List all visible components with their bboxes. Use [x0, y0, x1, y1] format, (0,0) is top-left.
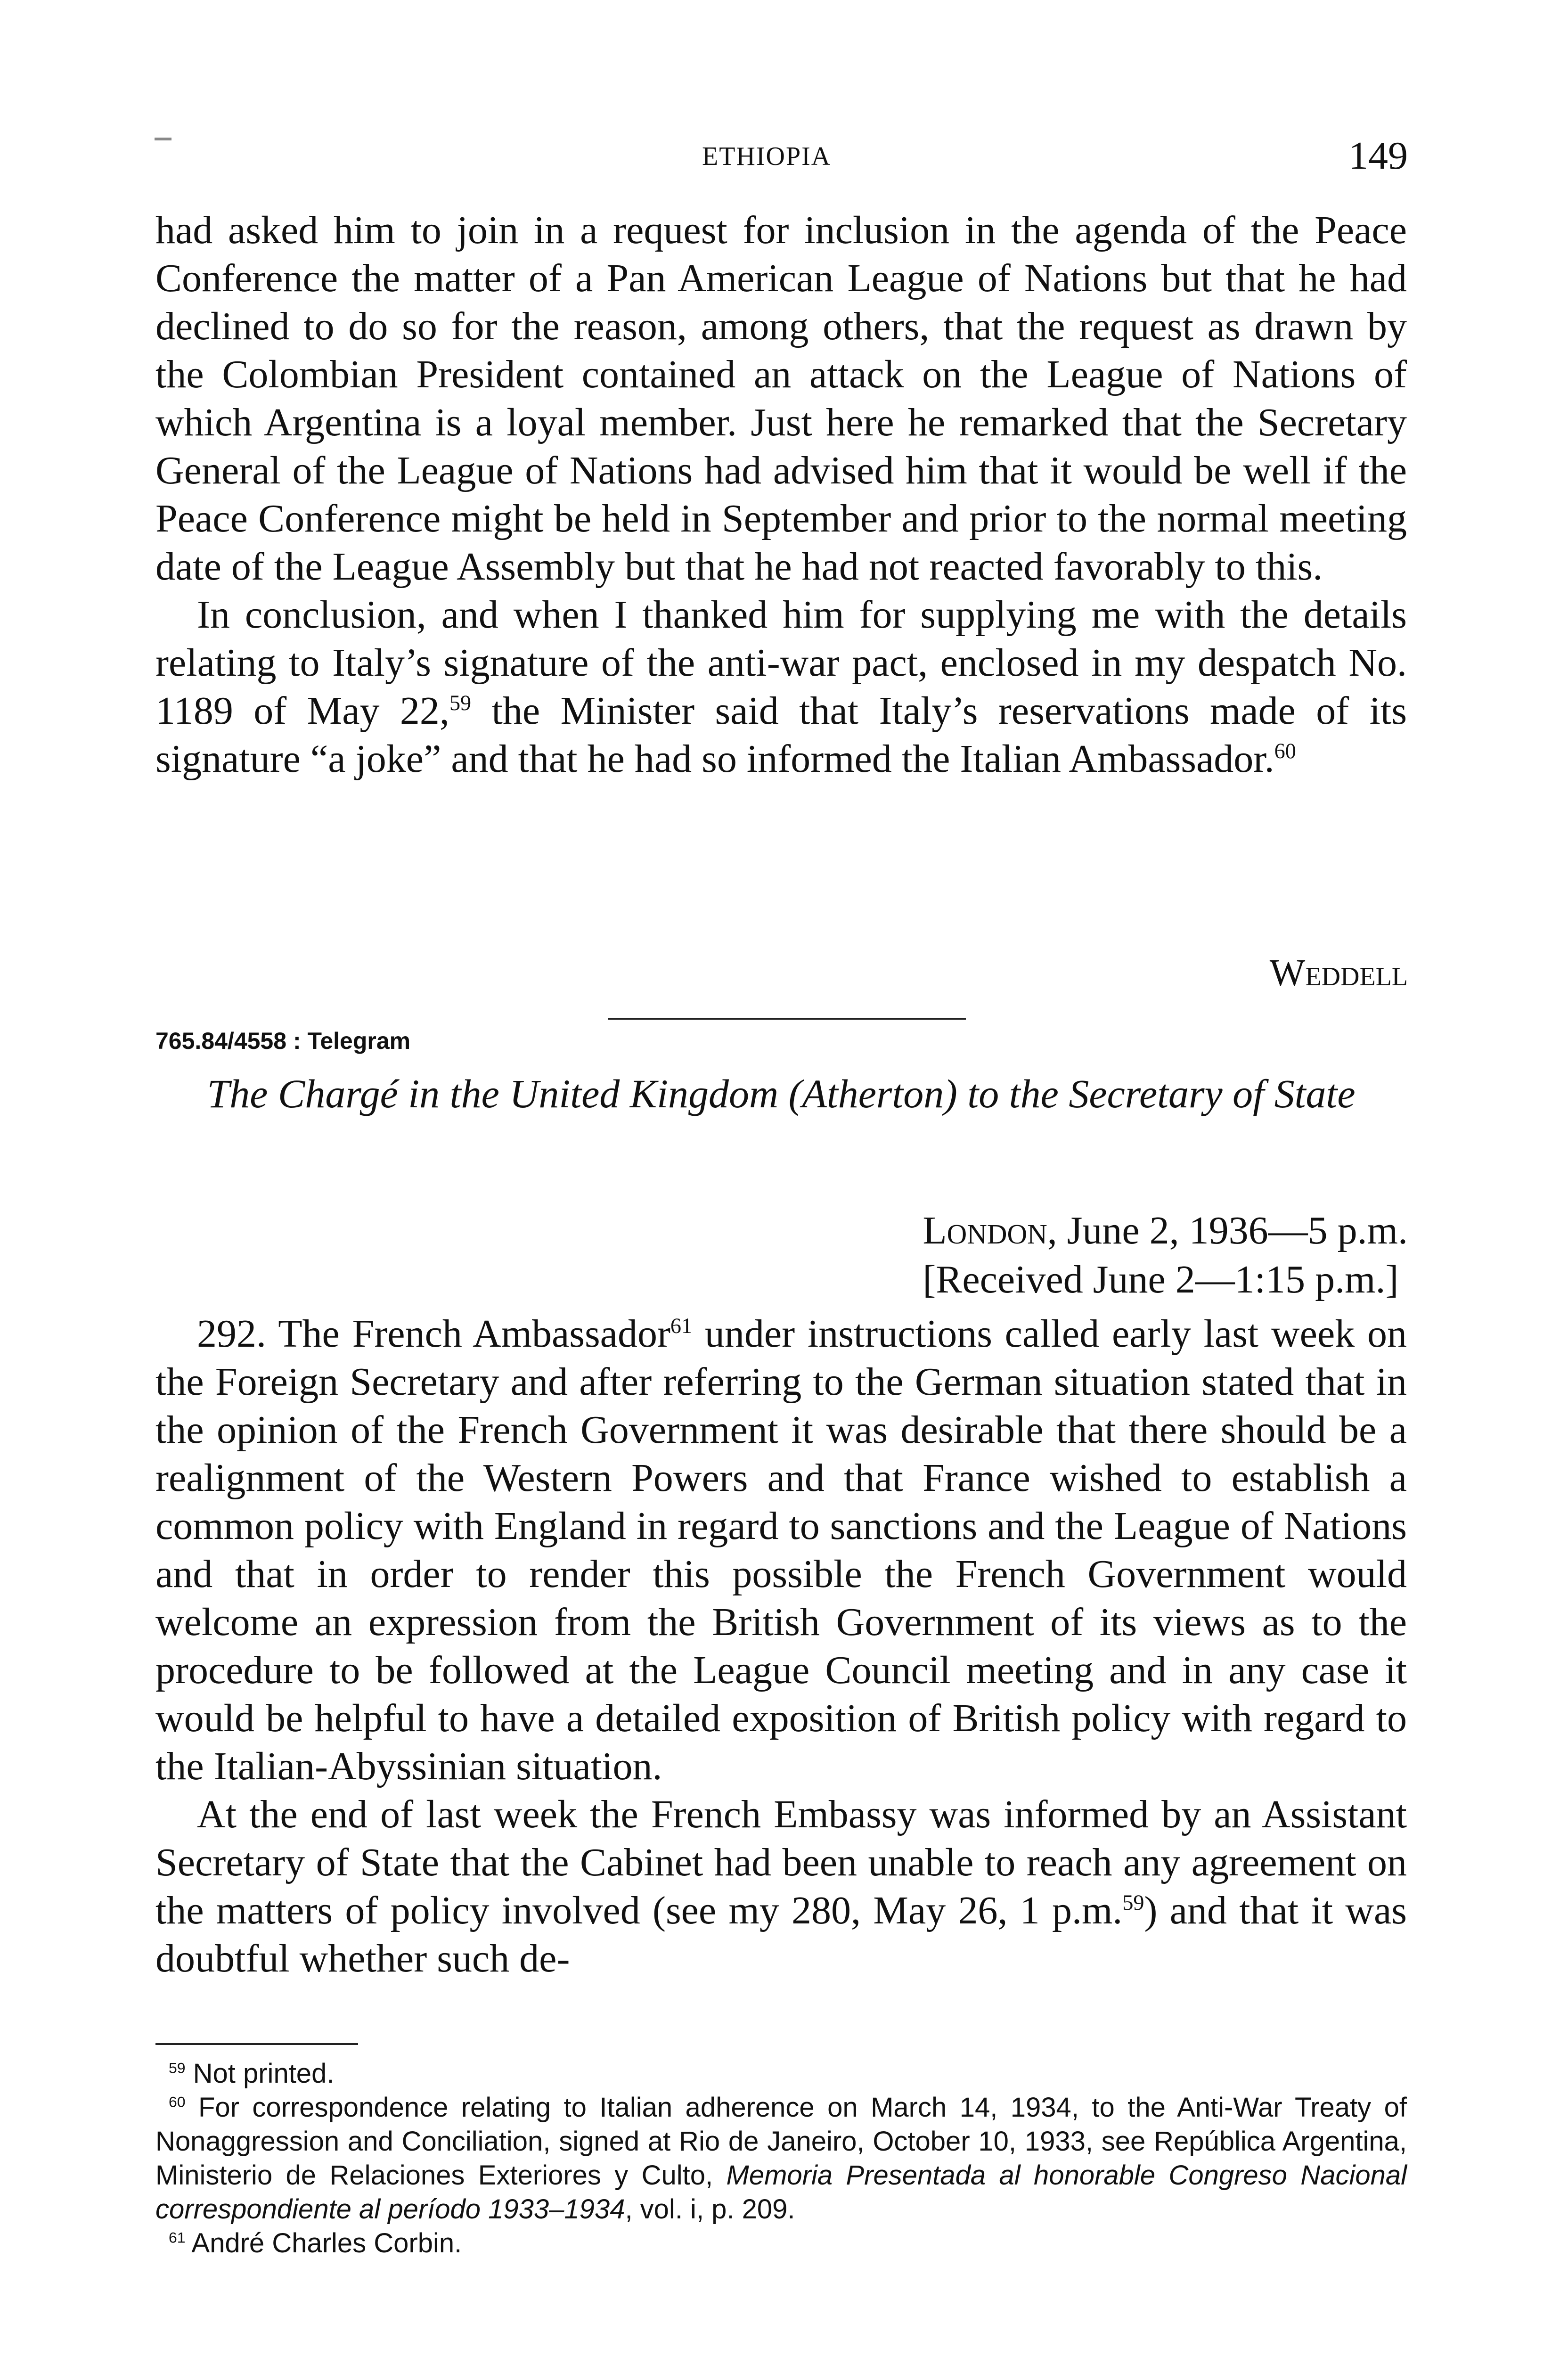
paragraph-4: [155, 1791, 1407, 1983]
footnote-59-number: 59: [169, 2059, 186, 2077]
footnotes: [155, 2057, 1407, 2260]
paragraph-4-text-b: ) and that it was doubtful whether such de-: [155, 1889, 1407, 1980]
body-text-bottom: [155, 1310, 1407, 1983]
dateline-sent: [923, 1206, 1408, 1255]
footnote-ref-60[interactable]: 60: [1274, 739, 1296, 763]
footnote-59-text: Not printed.: [193, 2058, 335, 2089]
footnote-60: [155, 2091, 1407, 2226]
running-head: ETHIOPIA: [702, 142, 832, 171]
footnote-61: [155, 2226, 1407, 2260]
footnote-60-text-b: , vol. i, p. 209.: [625, 2194, 795, 2225]
paragraph-4-text-a: At the end of last week the French Embassy was informed by an Assistant Secretary of State that the Cabinet had been unable to reach any agreement on the matters of policy involved (see my 280, May 26, 1 p.m.: [155, 1792, 1407, 1932]
footnote-rule: [155, 2043, 358, 2045]
footnote-61-text: André Charles Corbin.: [191, 2228, 462, 2258]
footnote-61-number: 61: [169, 2229, 186, 2246]
dateline-place: London: [923, 1209, 1047, 1252]
signature: Weddell: [1269, 952, 1408, 994]
footnote-59: [155, 2057, 1407, 2091]
body-text-top: [155, 206, 1407, 783]
footnote-60-number: 60: [169, 2093, 186, 2111]
footnote-ref-59b[interactable]: 59: [1122, 1890, 1144, 1914]
footnote-60-text-a: For correspondence relating to Italian adherence on March 14, 1934, to the Anti-War Treaty of Nonaggression and Conciliation, signed at Rio de Janeiro, October 10, 1933, see República Argentina, Ministerio de Relaciones Exteriores y Culto,: [155, 2092, 1407, 2191]
paragraph-3-text-b: under instructions called early last week on the Foreign Secretary and after referring to the German situation stated that in the opinion of the French Government it was desirable that there should be a realignment of the Western Powers and that France wished to establish a common policy with England in regard to sanctions and the League of Nations and that in order to render this possible the French Government would welcome an expression from the British Government of its views as to the procedure to be followed at the League Council meeting and in any case it would be helpful to have a detailed exposition of British policy with regard to the Italian-Abyssinian situation.: [155, 1312, 1407, 1788]
section-divider: [608, 1018, 966, 1020]
paragraph-2-text-a: In conclusion, and when I thanked him for supplying me with the details relating to Italy’s signature of the anti-war pact, enclosed in my despatch No. 1189 of May 22,: [155, 593, 1407, 733]
paragraph-3-text-a: 292. The French Ambassador: [197, 1312, 670, 1356]
file-reference: 765.84/4558 : Telegram: [155, 1028, 411, 1054]
footnote-60-title: Memoria Presentada al honorable Congreso Nacional correspondiente al período 1933–1934: [155, 2160, 1407, 2225]
footnote-ref-61[interactable]: 61: [670, 1314, 693, 1338]
paragraph-2-text-b: the Minister said that Italy’s reservations made of its signature “a joke” and that he had so informed the Italian Ambassador.: [155, 689, 1407, 781]
dateline: [923, 1206, 1408, 1304]
footnote-ref-59[interactable]: 59: [449, 691, 472, 715]
document-heading: The Chargé in the United Kingdom (Atherton) to the Secretary of State: [207, 1071, 1356, 1116]
paragraph-2: [155, 591, 1407, 783]
dateline-date: , June 2, 1936—5 p.m.: [1047, 1209, 1408, 1252]
dateline-received: [Received June 2—1:15 p.m.]: [923, 1258, 1399, 1301]
scan-mark: [155, 138, 172, 140]
paragraph-1: had asked him to join in a request for inclusion in the agenda of the Peace Conference the matter of a Pan American League of Nations but that he had declined to do so for the reason, among others, that the request as drawn by the Colombian President contained an attack on the League of Nations of which Argentina is a loyal member. Just here he remarked that the Secretary General of the League of Nations had advised him that it would be well if the Peace Conference might be held in September and prior to the normal meeting date of the League Assembly but that he had not reacted favorably to this.: [155, 208, 1407, 589]
page-number: 149: [1348, 134, 1408, 178]
paragraph-3: [155, 1310, 1407, 1791]
